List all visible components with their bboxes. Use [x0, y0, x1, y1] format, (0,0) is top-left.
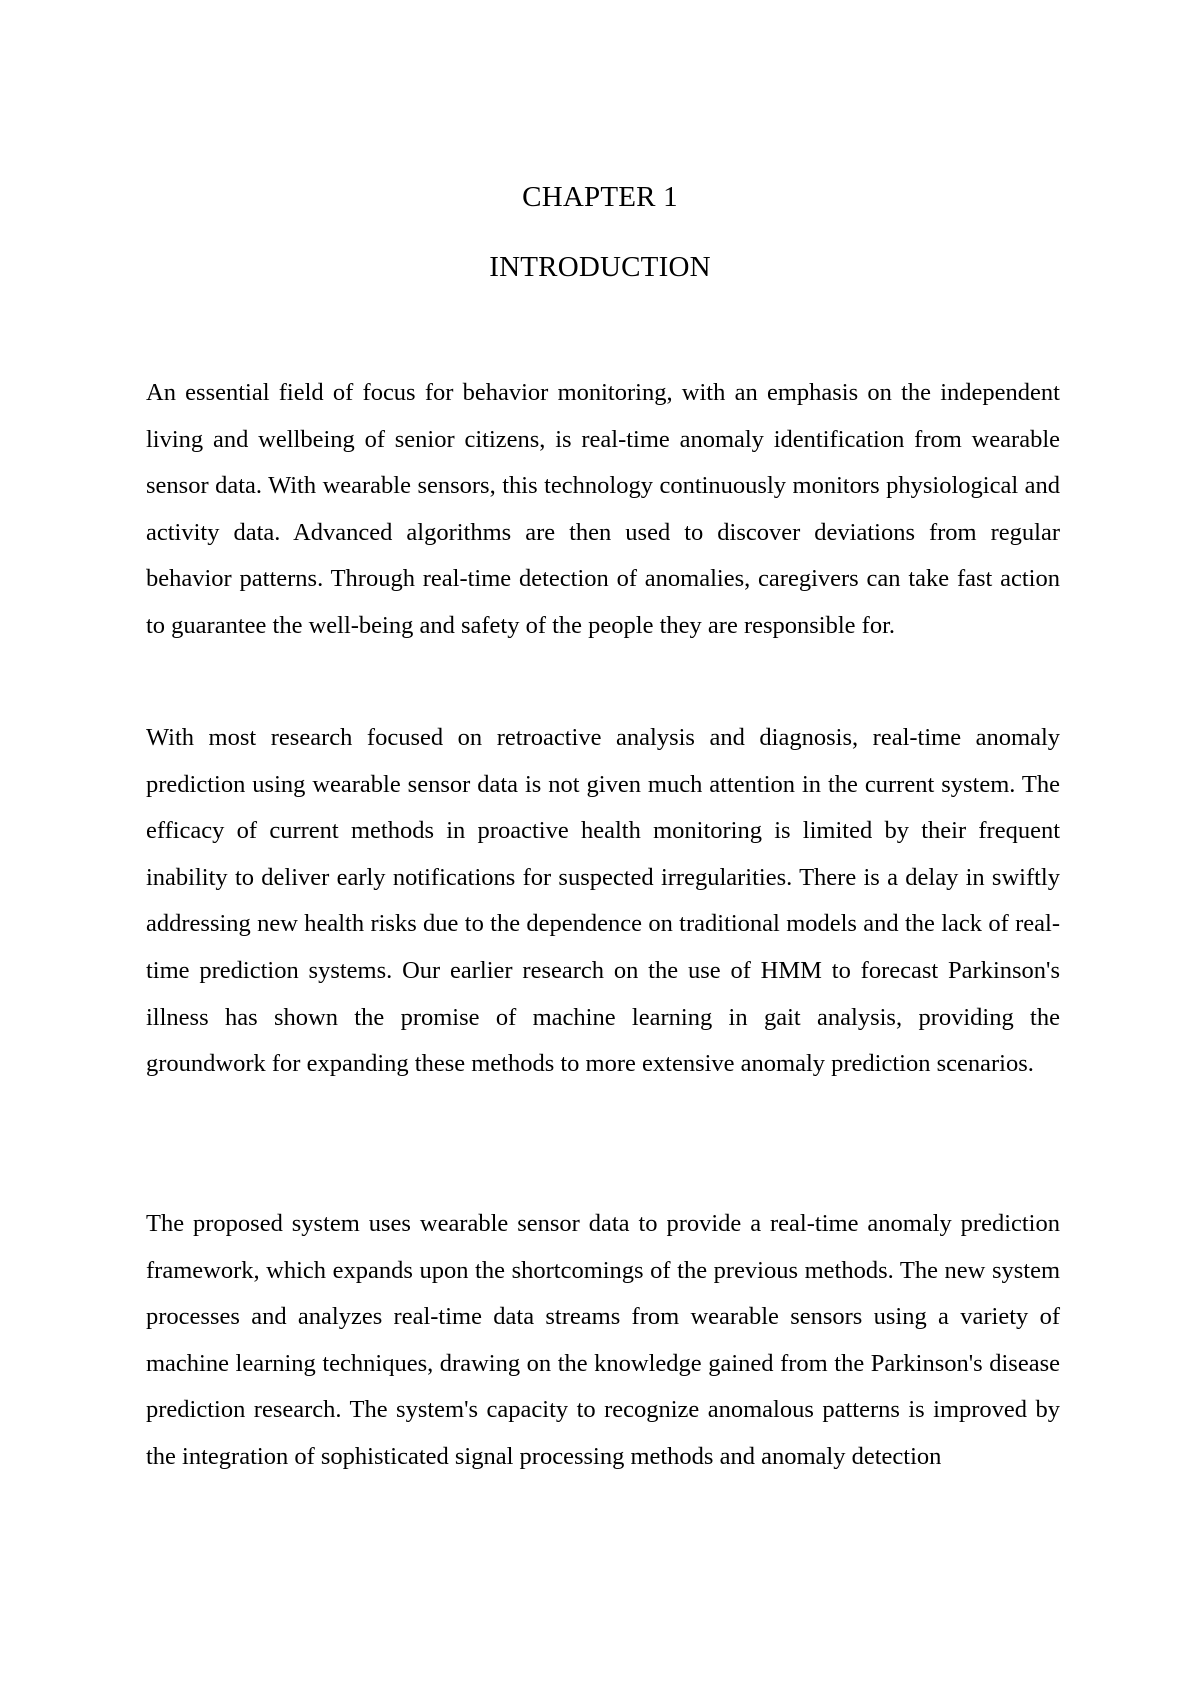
- paragraph-1: An essential field of focus for behavior monitoring, with an emphasis on the independent living and wellbeing of senior citizens, is real-time anomaly identification from wearable sensor data. With wearable sensors, this technology continuously monitors physiological and activity data. Advanced algorithms are then used to discover deviations from regular behavior patterns. Through real-time detection of anomalies, caregivers can take fast action to guarantee the well-being and safety of the people they are responsible for.: [146, 379, 1060, 639]
- paragraph-2: With most research focused on retroactive analysis and diagnosis, real-time anomaly prediction using wearable sensor data is not given much attention in the current system. The efficacy of current methods in proactive health monitoring is limited by their frequent inability to deliver early notifications for suspected irregularities. There is a delay in swiftly addressing new health risks due to the dependence on traditional models and the lack of real-time prediction systems. Our earlier research on the use of HMM to forecast Parkinson's illness has shown the promise of machine learning in gait analysis, providing the groundwork for expanding these methods to more extensive anomaly prediction scenarios.: [146, 724, 1060, 1078]
- chapter-heading: CHAPTER 1: [522, 181, 678, 213]
- paragraph-3: The proposed system uses wearable sensor data to provide a real-time anomaly prediction framework, which expands upon the shortcomings of the previous methods. The new system processes and analyzes real-time data streams from wearable sensors using a variety of machine learning techniques, drawing on the knowledge gained from the Parkinson's disease prediction research. The system's capacity to recognize anomalous patterns is improved by the integration of sophisticated signal processing methods and anomaly detection: [146, 1210, 1060, 1470]
- chapter-title: INTRODUCTION: [489, 251, 711, 283]
